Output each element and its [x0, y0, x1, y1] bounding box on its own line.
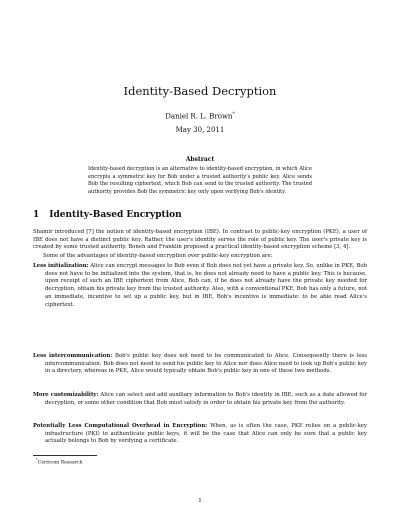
footnote-divider [33, 455, 97, 456]
page-number: 1 [198, 498, 202, 504]
author-footnote-mark: * [232, 112, 235, 117]
item-text: Bob's public key does not need to be communicated to Alice. Consequently there is less intercommunication: Bob does not need to send his public key to Alice nor does Alice need to look up Bob's public key in a directory, whereas in PKE, Alice would typically obtain Bob's public key in one of these two methods. [45, 353, 368, 375]
intro-paragraph-1: Shamir introduced [7] the notion of identity-based encryption (IBE). In contrast to public-key encryption (PKE), a user of IBE does not have a distinct public key. Rather, the user's identity serves the role of public key. The user's private key is created by some trusted authority. Boneh and Franklin proposed a practical identity-based encryption scheme [3, 4]. [33, 229, 367, 251]
author-line [0, 112, 400, 120]
section-number: 1 [33, 210, 40, 220]
abstract-text: Identity-based decryption is an alternative to identity-based encryption, in which Alice encrypts a symmetric key for Bob under a trusted authority's public key. Alice sends Bob the resulting ciphertext, which Bob can send to the trusted authority. The trusted authority provides Bob the symmetric key only upon verifying Bob's identity. [88, 166, 312, 195]
item-text: Alice can encrypt messages to Bob even if Bob does not yet have a private key. So, unlike in PKE, Bob does not have to be initialized into the system, that is, he does not already need to have a public key. This is because, upon receipt of such an IBE ciphertext from Alice, Bob can, if he does not already have the private key needed for decryption, obtain his private key from the trusted authority. Also, with a conventional PKE, Bob has only a future, not an immediate, incentive to set up a public key, but in IBE, Bob's incentive is immediate: to be able read Alice's ciphertext. [45, 263, 368, 308]
footnote-text: Certicom Research [37, 460, 83, 466]
author-name: Daniel R. L. Brown [165, 112, 233, 121]
paper-title: Identity-Based Decryption [123, 84, 277, 98]
section-heading [33, 210, 182, 220]
item-term: Less intercommunication: [33, 353, 113, 359]
item-term: More customizability: [33, 392, 99, 398]
footnote [36, 458, 82, 466]
item-text: When, as is often the case, PKE relies on a public-key infrastructure (PKI) to authenticate public keys, it will be the case that Alice can only be sure that a public key actually belongs to Bob by verifying a certificate. [45, 423, 367, 445]
item-term: Potentially Less Computational Overhead in Encryption: [33, 423, 208, 429]
paper-date: May 30, 2011 [175, 126, 225, 134]
section-title: Identity-Based Encryption [49, 210, 182, 220]
list-item [33, 423, 367, 446]
intro-paragraph-2: Some of the advantages of identity-based encryption over public-key encryption are: [43, 253, 273, 259]
list-item [33, 263, 367, 309]
item-text: Alice can select and add auxiliary information to Bob's identity in IBE, such as a date allowed for decryption, or some other condition that Bob must satisfy in order to obtain his private key from the authority. [45, 392, 367, 406]
list-item [33, 392, 367, 407]
abstract-heading: Abstract [185, 156, 215, 163]
list-item [33, 353, 367, 376]
footnote-mark: * [36, 458, 38, 462]
item-term: Less initialization: [33, 263, 89, 269]
